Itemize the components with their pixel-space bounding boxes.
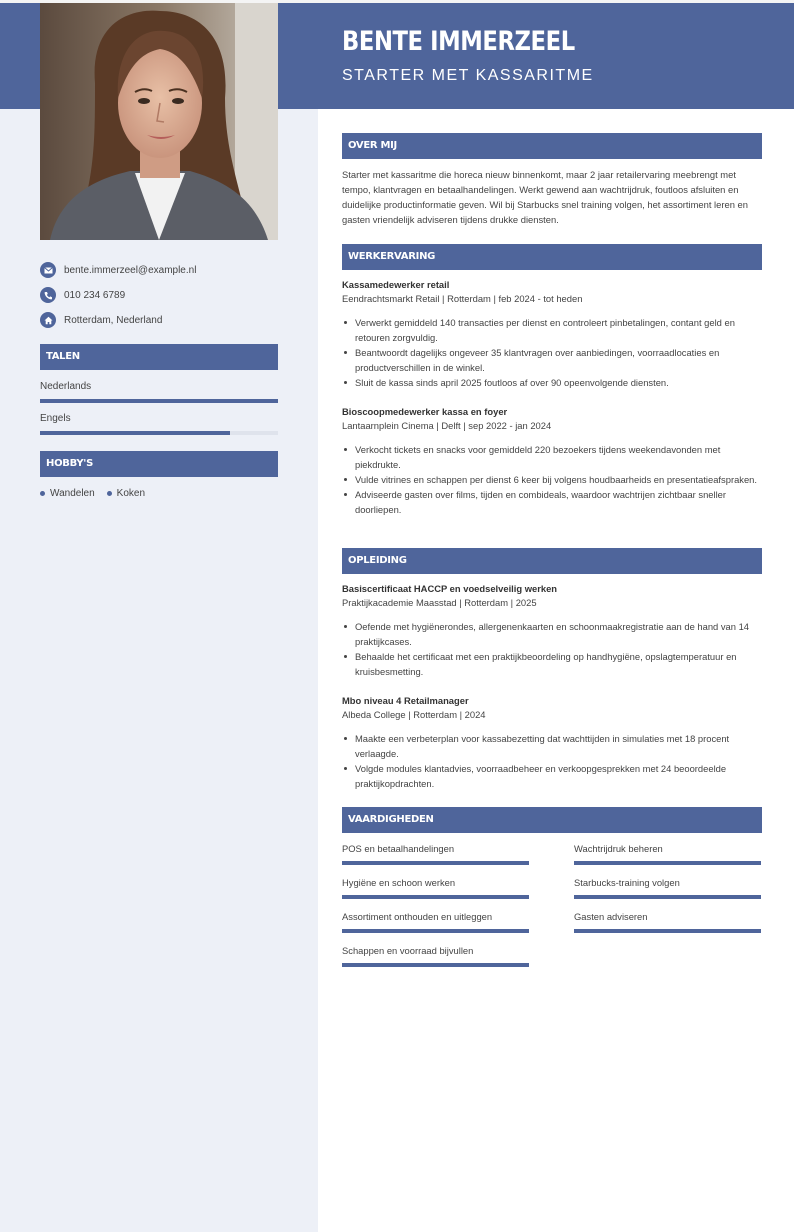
list-item: Sluit de kassa sinds april 2025 foutloos af over 90 opeenvolgende diensten. (342, 375, 762, 390)
job-bullets (342, 442, 762, 517)
hobby-list (40, 488, 157, 499)
list-item: Verkocht tickets en snacks voor gemiddeld 220 bezoekers tijdens weekendavonden met piekdrukte. (342, 442, 762, 472)
skill-bar (574, 895, 761, 899)
candidate-name: BENTE IMMERZEEL (342, 26, 575, 57)
language-level-english (40, 431, 230, 435)
skill-label: Wachtrijdruk beheren (574, 843, 663, 854)
bullet-dot (107, 491, 112, 496)
job-meta: Lantaarnplein Cinema | Delft | sep 2022 - jan 2024 (342, 420, 552, 431)
job-bullets (342, 315, 762, 390)
home-icon (40, 312, 56, 328)
skill-bar (342, 963, 529, 967)
skill-label: Assortiment onthouden en uitleggen (342, 911, 493, 922)
education-title: Mbo niveau 4 Retailmanager (342, 695, 469, 706)
hobby-item (40, 488, 95, 499)
skill-item (342, 843, 529, 865)
hobby-label: Koken (116, 488, 146, 499)
list-item: Adviseerde gasten over films, tijden en combideals, waardoor wachtrijen zichtbaar sneller doorliepen. (342, 487, 762, 517)
job-title: Bioscoopmedewerker kassa en foyer (342, 406, 508, 417)
skills-heading: VAARDIGHEDEN (342, 807, 762, 833)
phone-text: 010 234 6789 (64, 289, 126, 301)
skill-item (574, 911, 761, 933)
job-meta: Eendrachtsmarkt Retail | Rotterdam | feb 2024 - tot heden (342, 293, 583, 304)
about-text: Starter met kassaritme die horeca nieuw binnenkomt, maar 2 jaar retailervaring meebrengt met tempo, klantvragen en betaalhandelingen. Werkt gewend aan wachtrijdruk, foutloos afsluiten en duidelijke productinformatie geven. Wil bij Starbucks snel training volgen, het assortiment leren en gasten vriendelijk adviseren tijdens drukke diensten. (342, 169, 748, 225)
list-item: Verwerkt gemiddeld 140 transacties per dienst en controleert pinbetalingen, contant geld en retouren zorgvuldig. (342, 315, 762, 345)
education-meta: Praktijkacademie Maasstad | Rotterdam | 2025 (342, 597, 537, 608)
language-bar-dutch (40, 399, 278, 403)
education-heading: OPLEIDING (342, 548, 762, 574)
contact-email[interactable] (40, 262, 280, 278)
education-bullets (342, 619, 762, 679)
skill-item (574, 843, 761, 865)
experience-heading: WERKERVARING (342, 244, 762, 270)
language-level-dutch (40, 399, 278, 403)
education-title: Basiscertificaat HACCP en voedselveilig werken (342, 583, 558, 594)
skill-item (342, 911, 529, 933)
location-text: Rotterdam, Nederland (64, 314, 163, 326)
skill-label: Schappen en voorraad bijvullen (342, 945, 474, 956)
language-label-dutch: Nederlands (40, 381, 92, 392)
list-item: Beantwoordt dagelijks ongeveer 35 klantvragen over aanbiedingen, voorraadlocaties en productverschillen in de winkel. (342, 345, 762, 375)
about-heading: OVER MIJ (342, 133, 762, 159)
education-meta: Albeda College | Rotterdam | 2024 (342, 709, 486, 720)
list-item: Behaalde het certificaat met een praktijkbeoordeling op handhygiëne, opslagtemperatuur en kruisbesmetting. (342, 649, 762, 679)
mail-icon (40, 262, 56, 278)
skill-label: Starbucks-training volgen (574, 877, 680, 888)
list-item: Oefende met hygiënerondes, allergenenkaarten en schoonmaakregistratie aan de hand van 14 praktijkcases. (342, 619, 762, 649)
bullet-dot (40, 491, 45, 496)
skill-item (574, 877, 761, 899)
skill-label: Gasten adviseren (574, 911, 648, 922)
profile-photo (40, 3, 278, 240)
skill-label: POS en betaalhandelingen (342, 843, 455, 854)
list-item: Maakte een verbeterplan voor kassabezetting dat wachttijden in simulaties met 18 procent verlaagde. (342, 731, 762, 761)
hobbies-heading: HOBBY'S (40, 451, 278, 477)
job-title: Kassamedewerker retail (342, 279, 450, 290)
email-text: bente.immerzeel@example.nl (64, 264, 197, 276)
candidate-subtitle: STARTER MET KASSARITME (342, 67, 594, 84)
contact-location (40, 312, 280, 328)
skill-item (342, 945, 529, 967)
contact-phone[interactable] (40, 287, 280, 303)
skill-bar (342, 861, 529, 865)
list-item: Volgde modules klantadvies, voorraadbeheer en verkoopgesprekken met 24 beoordeelde praktijkopdrachten. (342, 761, 762, 791)
languages-heading: TALEN (40, 344, 278, 370)
skill-item (342, 877, 529, 899)
list-item: Vulde vitrines en schappen per dienst 6 keer bij volgens houdbaarheids en presentatieafspraken. (342, 472, 762, 487)
skill-bar (574, 861, 761, 865)
hobby-item (107, 488, 145, 499)
skill-bar (342, 929, 529, 933)
language-label-english: Engels (40, 413, 71, 424)
hobby-label: Wandelen (50, 488, 95, 499)
skill-bar (342, 895, 529, 899)
skill-label: Hygiëne en schoon werken (342, 877, 456, 888)
language-bar-english (40, 431, 278, 435)
skill-bar (574, 929, 761, 933)
education-bullets (342, 731, 762, 791)
phone-icon (40, 287, 56, 303)
